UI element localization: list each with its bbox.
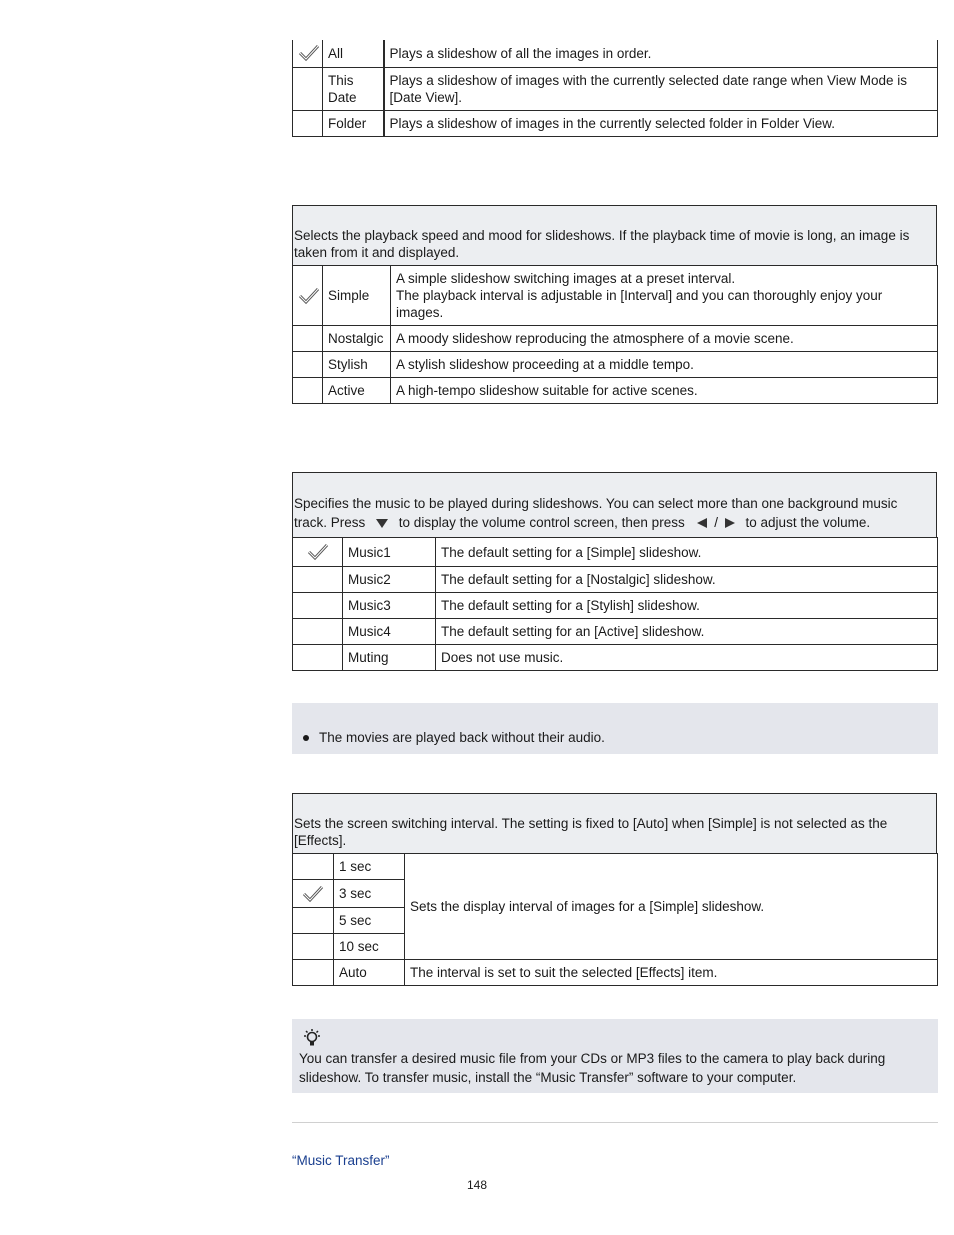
music-table (292, 537, 938, 671)
table-row (293, 854, 938, 880)
option-desc: A high-tempo slideshow suitable for active scenes. (391, 378, 938, 404)
checkmark-cell (293, 538, 343, 567)
lightbulb-icon (302, 1028, 322, 1048)
table-row (293, 326, 938, 352)
page-number: 148 (467, 1178, 488, 1192)
option-name: 5 sec (334, 908, 405, 934)
checkmark-cell (293, 40, 323, 67)
table-row (293, 110, 938, 136)
option-name: This Date (323, 67, 384, 110)
hint-text: You can transfer a desired music file from your CDs or MP3 files to the camera to play back during slideshow. To transfer music, install the “Music Transfer” software to your computer. (299, 1051, 886, 1085)
option-name: Active (323, 378, 391, 404)
interval-intro: Sets the screen switching interval. The setting is fixed to [Auto] when [Simple] is not selected as the [Effects]. (294, 816, 888, 848)
checkmark-icon (298, 287, 320, 305)
option-name: Music4 (343, 619, 436, 645)
option-name: All (323, 40, 384, 67)
checkmark-icon (298, 44, 320, 62)
checkmark-cell (293, 352, 323, 378)
checkmark-cell (293, 266, 323, 326)
music-intro (294, 494, 932, 532)
option-name: Music3 (343, 593, 436, 619)
checkmark-cell (293, 645, 343, 671)
option-name: 10 sec (334, 934, 405, 960)
option-desc: Plays a slideshow of images with the currently selected date range when View Mode is [Date View]. (384, 67, 938, 110)
checkmark-cell (293, 854, 334, 880)
option-desc-line: A simple slideshow switching images at a preset interval. (396, 271, 736, 286)
checkmark-cell (293, 378, 323, 404)
separator: / (714, 515, 718, 530)
checkmark-cell (293, 110, 323, 136)
table-row (293, 266, 938, 326)
music-intro-text: Specifies the music to be played during slideshows. You can select more than one background music track. Press (294, 496, 898, 530)
checkmark-cell (293, 934, 334, 960)
option-desc (391, 266, 938, 326)
table-row (293, 567, 938, 593)
music-transfer-link[interactable]: “Music Transfer” (292, 1153, 390, 1168)
effects-table (292, 265, 938, 404)
interval-intro-box (292, 793, 937, 854)
table-row (293, 538, 938, 567)
option-desc: The default setting for an [Active] slideshow. (436, 619, 938, 645)
option-name: Stylish (323, 352, 391, 378)
option-desc: A stylish slideshow proceeding at a middle tempo. (391, 352, 938, 378)
note-text: The movies are played back without their audio. (319, 730, 605, 745)
option-name: Simple (323, 266, 391, 326)
option-desc: Plays a slideshow of images in the currently selected folder in Folder View. (384, 110, 938, 136)
option-name: Folder (323, 110, 384, 136)
checkmark-cell (293, 67, 323, 110)
effects-intro-box (292, 205, 937, 266)
effects-intro: Selects the playback speed and mood for slideshows. If the playback time of movie is long, an image is taken from it and displayed. (294, 228, 910, 260)
checkmark-cell (293, 619, 343, 645)
interval-table (292, 853, 938, 986)
option-desc: A moody slideshow reproducing the atmosphere of a movie scene. (391, 326, 938, 352)
table-row (293, 352, 938, 378)
music-intro-text: to adjust the volume. (745, 515, 871, 530)
table-row (293, 67, 938, 110)
checkmark-icon (302, 885, 324, 903)
table-row (293, 619, 938, 645)
checkmark-cell (293, 326, 323, 352)
checkmark-cell (293, 593, 343, 619)
option-name: 1 sec (334, 854, 405, 880)
option-desc: Does not use music. (436, 645, 938, 671)
option-name: 3 sec (334, 880, 405, 908)
checkmark-cell (293, 567, 343, 593)
checkmark-cell (293, 908, 334, 934)
music-intro-text: to display the volume control screen, then press (398, 515, 685, 530)
music-intro-box (292, 472, 937, 538)
option-desc: Plays a slideshow of all the images in order. (384, 40, 938, 67)
option-name: Music1 (343, 538, 436, 567)
divider (292, 1122, 938, 1123)
right-arrow-icon (724, 517, 736, 529)
checkmark-cell (293, 880, 334, 908)
checkmark-icon (307, 543, 329, 561)
down-arrow-icon (375, 517, 389, 529)
option-desc: Sets the display interval of images for a [Simple] slideshow. (405, 854, 938, 960)
option-desc: The interval is set to suit the selected [Effects] item. (405, 960, 938, 986)
table-row (293, 645, 938, 671)
table-row (293, 960, 938, 986)
option-name: Muting (343, 645, 436, 671)
option-desc: The default setting for a [Simple] slideshow. (436, 538, 938, 567)
table-row (293, 40, 938, 67)
note-box (292, 703, 938, 754)
table-row (293, 593, 938, 619)
option-name: Music2 (343, 567, 436, 593)
checkmark-cell (293, 960, 334, 986)
bullet-icon (303, 735, 309, 741)
hint-box (292, 1019, 938, 1093)
option-desc: The default setting for a [Stylish] slideshow. (436, 593, 938, 619)
table-row (293, 378, 938, 404)
left-arrow-icon (696, 517, 708, 529)
option-desc: The default setting for a [Nostalgic] slideshow. (436, 567, 938, 593)
option-name: Nostalgic (323, 326, 391, 352)
option-name: Auto (334, 960, 405, 986)
option-desc-line: The playback interval is adjustable in [Interval] and you can thoroughly enjoy your images. (396, 288, 883, 320)
images-table (292, 40, 938, 137)
